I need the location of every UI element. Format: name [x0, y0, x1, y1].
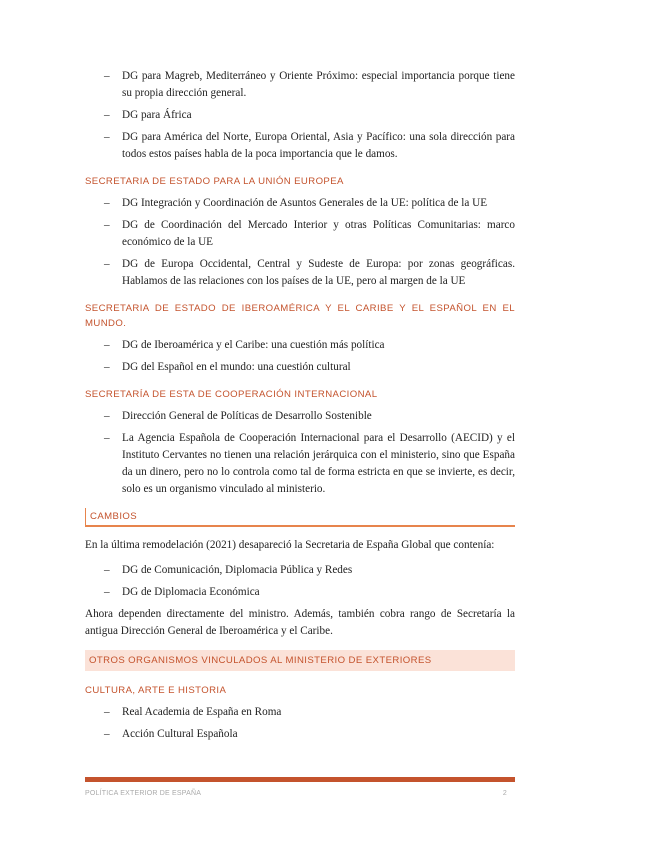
list-item: – DG de Coordinación del Mercado Interior y otras Políticas Comunitarias: marco económico de la UE: [85, 217, 515, 251]
page-content: [85, 68, 515, 748]
section-heading-cultura: CULTURA, ARTE E HISTORIA: [85, 685, 227, 696]
cultura-list: [85, 704, 515, 743]
list-item: – DG del Español en el mundo: una cuestión cultural: [85, 359, 515, 376]
section-heading-otros: OTROS ORGANISMOS VINCULADOS AL MINISTERIO DE EXTERIORES: [85, 650, 515, 671]
paragraph-cambios-intro: En la última remodelación (2021) desapareció la Secretaria de España Global que contenía:: [85, 539, 495, 551]
list-item: – DG Integración y Coordinación de Asuntos Generales de la UE: política de la UE: [85, 195, 515, 212]
list-item: – DG de Europa Occidental, Central y Sudeste de Europa: por zonas geográficas. Hablamos de las relaciones con los países de la UE, pero al margen de la UE: [85, 256, 515, 290]
list-item: – Dirección General de Políticas de Desarrollo Sostenible: [85, 408, 515, 425]
list-item: – DG para África: [85, 107, 515, 124]
ibero-list: [85, 337, 515, 376]
list-item: – DG para Magreb, Mediterráneo y Oriente Próximo: especial importancia porque tiene su propia dirección general.: [85, 68, 515, 102]
list-item: – Acción Cultural Española: [85, 726, 515, 743]
list-item: – Real Academia de España en Roma: [85, 704, 515, 721]
cambios-list: [85, 562, 515, 601]
footer-rule: [85, 777, 515, 782]
top-list: [85, 68, 515, 163]
coop-list: [85, 408, 515, 498]
page-number: 2: [502, 790, 507, 797]
section-heading-ibero: SECRETARIA DE ESTADO DE IBEROAMÉRICA Y EL CARIBE Y EL ESPAÑOL EN EL MUNDO.: [85, 303, 515, 329]
section-heading-coop: SECRETARÍA DE ESTA DE COOPERACIÓN INTERNACIONAL: [85, 389, 378, 400]
section-heading-cambios: CAMBIOS: [85, 508, 515, 527]
list-item: – DG de Iberoamérica y el Caribe: una cuestión más política: [85, 337, 515, 354]
list-item: – DG para América del Norte, Europa Oriental, Asia y Pacífico: una sola dirección para todos estos países habla de la poca importancia que le damos.: [85, 129, 515, 163]
ue-list: [85, 195, 515, 290]
section-heading-ue: SECRETARIA DE ESTADO PARA LA UNIÓN EUROPEA: [85, 176, 344, 187]
list-item: – DG de Diplomacia Económica: [85, 584, 515, 601]
page-footer: [85, 790, 515, 797]
footer-title: POLÍTICA EXTERIOR DE ESPAÑA: [85, 790, 202, 797]
list-item: – La Agencia Española de Cooperación Internacional para el Desarrollo (AECID) y el Instituto Cervantes no tienen una relación jerárquica con el ministerio, sino que España da un dinero, pero no lo controla como tal de forma estricta en que se invierte, es decir, solo es un organismo vinculado al ministerio.: [85, 430, 515, 498]
paragraph-cambios-outro: Ahora dependen directamente del ministro. Además, también cobra rango de Secretaría la antigua Dirección General de Iberoamérica y el Caribe.: [85, 608, 515, 637]
list-item: – DG de Comunicación, Diplomacia Pública y Redes: [85, 562, 515, 579]
